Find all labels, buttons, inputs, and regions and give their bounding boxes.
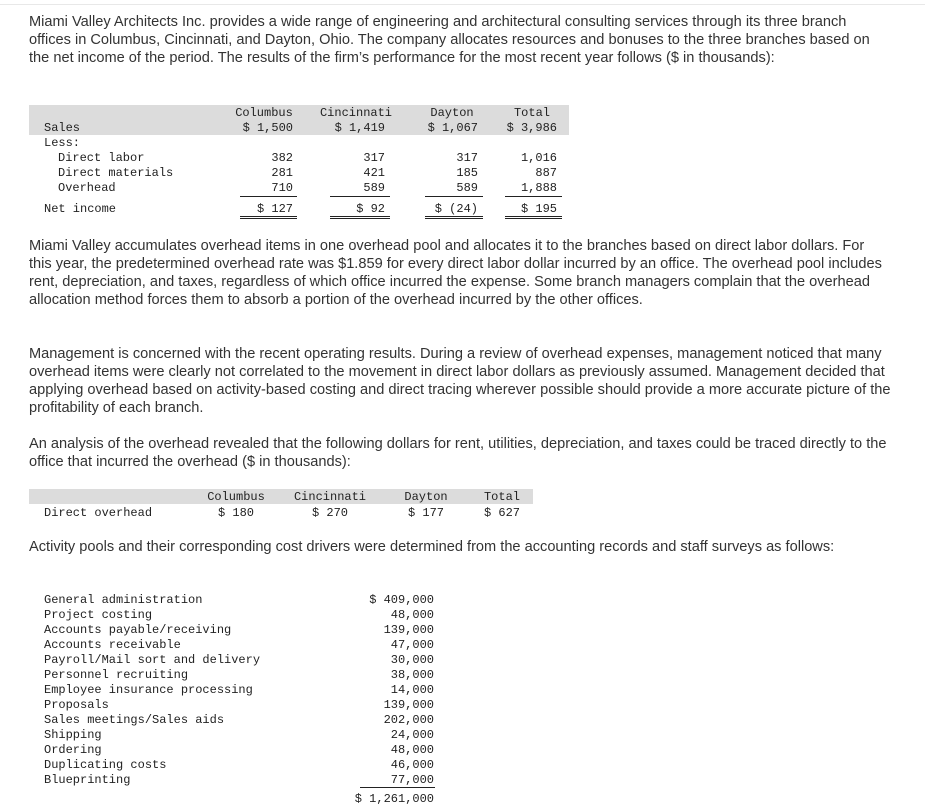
activity-row-value: 30,000 [390, 653, 434, 667]
direct-labor-total: 1,016 [520, 151, 557, 165]
analysis-paragraph: An analysis of the overhead revealed that the following dollars for rent, utilities, depreciation, and taxes could be traced directly to the office that incurred the overhead ($ in thousands): [29, 436, 887, 470]
activity-row-label: Project costing [44, 608, 153, 622]
activity-row-label: Personnel recruiting [44, 668, 189, 682]
activity-row-label: Payroll/Mail sort and delivery [44, 653, 261, 667]
activity-row-label: Accounts payable/receiving [44, 623, 232, 637]
activity-row-label: Ordering [44, 743, 102, 757]
allocation-paragraph: Miami Valley accumulates overhead items in one overhead pool and allocates it to the branches based on direct labor dollars. For this year, the predetermined overhead rate was $1.859 for every direct labor dollar incurred by an office. The overhead pool includes rent, depreciation, and taxes, regardless of which office incurred the expense. Some branch managers complain that the overhead allocation method forces them to absorb a portion of the overhead incurred by the other offices. [29, 238, 882, 308]
col-header-dayton: Dayton [430, 106, 474, 120]
overhead-label: Overhead [58, 181, 116, 195]
activity-row-label: Accounts receivable [44, 638, 181, 652]
activity-row-label: General administration [44, 593, 203, 607]
direct-labor-dayton: 317 [456, 151, 478, 165]
direct-labor-columbus: 382 [271, 151, 293, 165]
total-rule-cincinnati [330, 216, 390, 219]
top-divider [0, 0, 925, 5]
col-header-cincinnati: Cincinnati [319, 106, 392, 120]
net-income-dayton: $ (24) [434, 202, 478, 216]
activity-row-label: Sales meetings/Sales aids [44, 713, 225, 727]
activity-row-label: Blueprinting [44, 773, 131, 787]
direct-header-total: Total [483, 490, 520, 504]
activity-row-value: 202,000 [383, 713, 434, 727]
overhead-dayton: 589 [456, 181, 478, 195]
overhead-total: 1,888 [520, 181, 557, 195]
activity-row-value: 139,000 [383, 698, 434, 712]
activity-row-value: 46,000 [390, 758, 434, 772]
total-rule-total [505, 216, 562, 219]
total-rule-dayton [425, 216, 483, 219]
overhead-columbus: 710 [271, 181, 293, 195]
subtotal-rule-cincinnati [330, 196, 390, 197]
direct-overhead-cincinnati: $ 270 [311, 506, 348, 520]
management-paragraph: Management is concerned with the recent operating results. During a review of overhead expenses, management noticed that many overhead items were clearly not correlated to the movement in direct labor dollars as previously assumed. Management decided that applying overhead based on activity-based costing and direct tracing wherever possible should provide a more accurate picture of the profitability of each branch. [29, 346, 891, 416]
activity-row-label: Proposals [44, 698, 109, 712]
activity-row-value: $ 409,000 [369, 593, 434, 607]
subtotal-rule-total [505, 196, 562, 197]
direct-materials-label: Direct materials [58, 166, 174, 180]
sales-label: Sales [44, 121, 81, 135]
activity-row-value: 47,000 [390, 638, 434, 652]
activity-row-label: Duplicating costs [44, 758, 167, 772]
direct-materials-columbus: 281 [271, 166, 293, 180]
direct-materials-total: 887 [535, 166, 557, 180]
direct-overhead-columbus: $ 180 [217, 506, 254, 520]
direct-overhead-label: Direct overhead [44, 506, 153, 520]
activity-row-value: 48,000 [390, 743, 434, 757]
activity-row-value: 24,000 [390, 728, 434, 742]
col-header-columbus: Columbus [235, 106, 293, 120]
activity-row-value: 77,000 [390, 773, 434, 787]
col-header-total: Total [513, 106, 550, 120]
subtotal-rule-dayton [425, 196, 483, 197]
sales-total: $ 3,986 [506, 121, 557, 135]
direct-labor-label: Direct labor [58, 151, 145, 165]
direct-overhead-total: $ 627 [483, 506, 520, 520]
less-label: Less: [44, 136, 81, 150]
activity-intro-paragraph: Activity pools and their corresponding cost drivers were determined from the accounting records and staff surveys as follows: [29, 539, 835, 555]
activity-row-value: 38,000 [390, 668, 434, 682]
activity-row-label: Shipping [44, 728, 102, 742]
net-income-cincinnati: $ 92 [356, 202, 385, 216]
activity-row-value: 48,000 [390, 608, 434, 622]
net-income-label: Net income [44, 202, 117, 216]
activity-row-value: 14,000 [390, 683, 434, 697]
subtotal-rule-columbus [240, 196, 297, 197]
intro-paragraph: Miami Valley Architects Inc. provides a wide range of engineering and architectural consulting services through its three branch offices in Columbus, Cincinnati, and Dayton, Ohio. The company allocates resources and bonuses to the three branches based on the net income of the period. The results of the firm’s performance for the most recent year follows ($ in thousands): [29, 14, 870, 66]
direct-header-columbus: Columbus [207, 490, 265, 504]
direct-materials-dayton: 185 [456, 166, 478, 180]
activity-row-value: 139,000 [383, 623, 434, 637]
direct-header-dayton: Dayton [404, 490, 448, 504]
direct-header-cincinnati: Cincinnati [293, 490, 366, 504]
sales-cincinnati: $ 1,419 [334, 121, 385, 135]
sales-dayton: $ 1,067 [427, 121, 478, 135]
direct-header-band [29, 489, 533, 504]
activity-total-rule [360, 787, 435, 788]
activity-row-label: Employee insurance processing [44, 683, 253, 697]
sales-columbus: $ 1,500 [242, 121, 293, 135]
direct-materials-cincinnati: 421 [363, 166, 385, 180]
direct-overhead-dayton: $ 177 [407, 506, 444, 520]
net-income-total: $ 195 [520, 202, 557, 216]
total-rule-columbus [240, 216, 297, 219]
direct-labor-cincinnati: 317 [363, 151, 385, 165]
activity-total-value: $ 1,261,000 [354, 792, 434, 806]
overhead-cincinnati: 589 [363, 181, 385, 195]
net-income-columbus: $ 127 [256, 202, 293, 216]
